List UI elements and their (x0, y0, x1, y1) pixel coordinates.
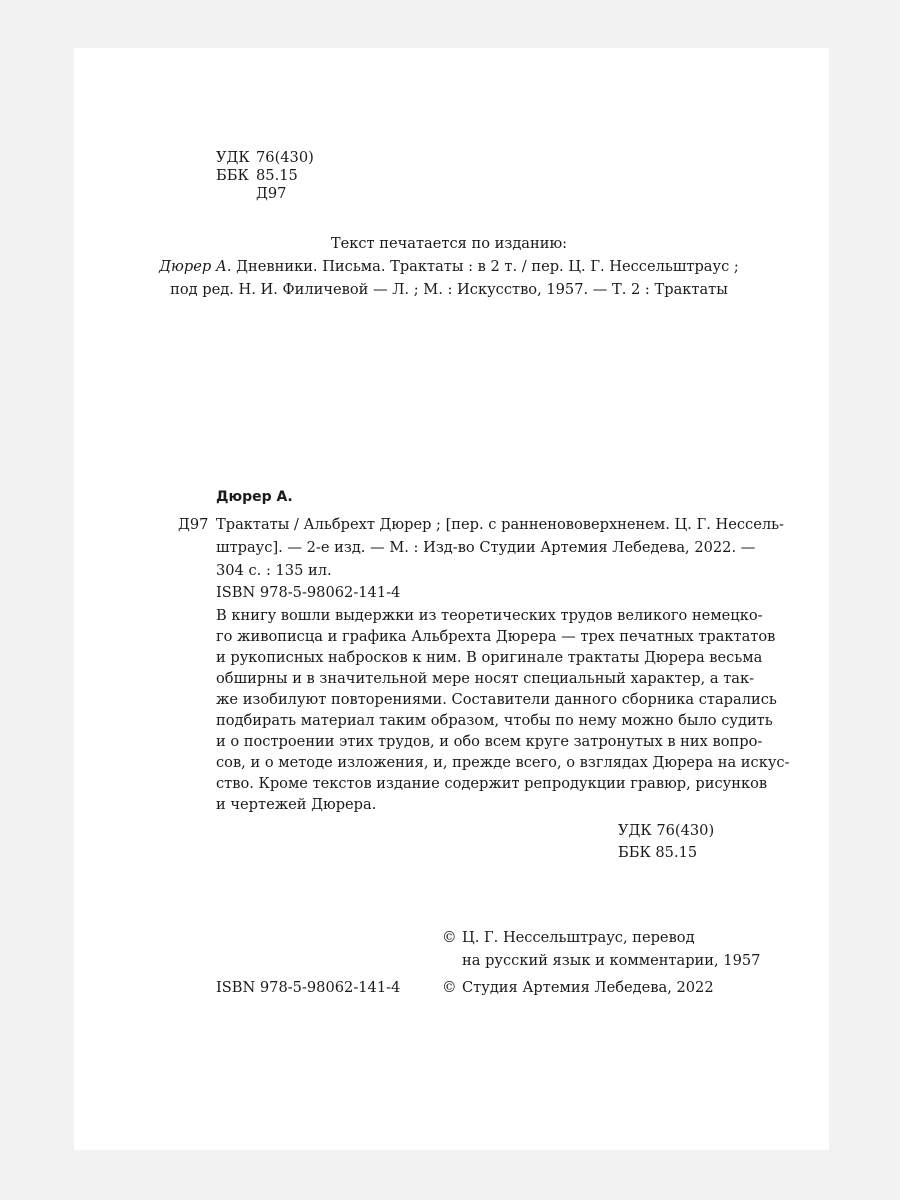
bbk-row (216, 167, 314, 185)
annotation-line: сов, и о методе изложения, и, прежде всего, о взглядах Дюрера на искус- (216, 754, 790, 771)
udk-row (216, 149, 314, 167)
copyright-symbol: © (442, 929, 457, 946)
copyright-symbol: © (442, 979, 457, 996)
catalog-bbk: ББК 85.15 (618, 844, 698, 861)
copyright-block (442, 926, 760, 999)
annotation-line: обширны и в значительной мере носят специальный характер, а так- (216, 670, 755, 687)
source-author: Дюрер А. (159, 258, 232, 275)
copyright-translation (442, 926, 760, 949)
author-mark-row (216, 185, 314, 203)
copyright-translation-line-2: на русский язык и комментарии, 1957 (462, 952, 761, 969)
bib-line-3: 304 с. : 135 ил. (216, 562, 332, 579)
annotation-line: же изобилуют повторениями. Составители данного сборника старались (216, 691, 777, 708)
annotation-line: го живописца и графика Альбрехта Дюрера — трех печатных трактатов (216, 628, 776, 645)
annotation-line: и чертежей Дюрера. (216, 796, 377, 813)
catalog-isbn: ISBN 978-5-98062-141-4 (216, 584, 401, 601)
source-line-1 (149, 256, 749, 279)
bib-line-2: штраус]. — 2-е изд. — М. : Изд-во Студии Артемия Лебедева, 2022. — (216, 539, 756, 556)
copyright-translation-line-1: Ц. Г. Нессельштраус, перевод (462, 929, 695, 946)
annotation-line: В книгу вошли выдержки из теоретических трудов великого немецко- (216, 607, 763, 624)
classification-codes-top (216, 149, 314, 203)
udk-label: УДК (216, 149, 250, 166)
catalog-bibliographic-entry (216, 514, 784, 583)
annotation-line: и о построении этих трудов, и обо всем круге затронутых в них вопро- (216, 733, 763, 750)
catalog-udk: УДК 76(430) (618, 822, 715, 839)
annotation-line: подбирать материал таким образом, чтобы по нему можно было судить (216, 712, 773, 729)
author-mark: Д97 (256, 185, 287, 202)
bib-line-1: Трактаты / Альбрехт Дюрер ; [пер. с ранненововерхненем. Ц. Г. Нессель- (216, 516, 784, 533)
source-line-2: под ред. Н. И. Филичевой — Л. ; М. : Искусство, 1957. — Т. 2 : Трактаты (170, 281, 728, 298)
source-edition-note (149, 233, 749, 302)
source-line-1-rest: Дневники. Письма. Трактаты : в 2 т. / пер. Ц. Г. Нессельштраус ; (231, 258, 739, 275)
catalog-mark: Д97 (178, 516, 209, 533)
udk-value: 76(430) (256, 149, 314, 166)
annotation-line: и рукописных набросков к ним. В оригинале трактаты Дюрера весьма (216, 649, 763, 666)
catalog-author-heading: Дюрер А. (216, 489, 293, 505)
bbk-value: 85.15 (256, 167, 298, 184)
copyright-publisher (442, 976, 760, 999)
annotation-line: ство. Кроме текстов издание содержит репродукции гравюр, рисунков (216, 775, 768, 792)
classification-codes-bottom (618, 820, 714, 864)
bbk-label: ББК (216, 167, 249, 184)
copyright-page (74, 48, 829, 1150)
catalog-annotation (216, 605, 790, 815)
copyright-publisher-text: Студия Артемия Лебедева, 2022 (462, 979, 714, 996)
footer-isbn: ISBN 978-5-98062-141-4 (216, 979, 401, 996)
source-intro: Текст печатается по изданию: (330, 235, 568, 252)
